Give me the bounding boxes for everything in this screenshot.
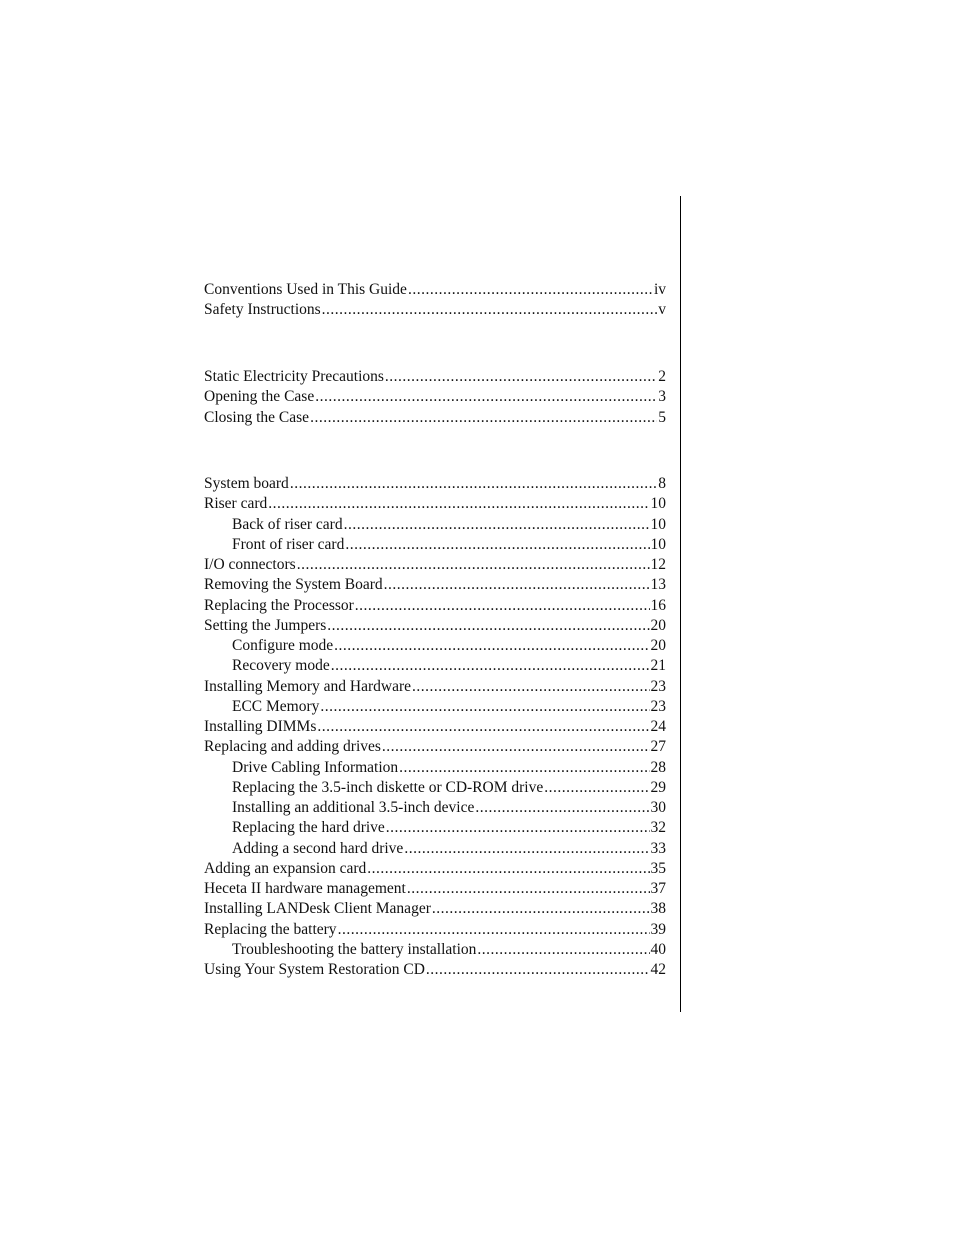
toc-page-number: 42 [650,961,666,978]
toc-entry-title: Using Your System Restoration CD [204,961,425,978]
toc-entry-title: Opening the Case [204,388,315,406]
toc-page-number: 40 [650,940,666,958]
dot-leader [344,515,650,535]
toc-page-number: 10 [650,495,666,513]
toc-entry-title: Configure mode [232,637,334,654]
toc-page-number: 10 [650,515,666,533]
dot-leader [338,920,650,940]
toc-entry-title: Installing an additional 3.5-inch device [232,799,475,816]
toc-entry-title: Replacing the Processor [204,596,354,614]
toc-page-number: 21 [650,657,666,675]
toc-page-number: v [658,301,666,319]
toc-entry-title: Adding an expansion card [204,859,367,877]
toc-entry-title: Troubleshooting the battery installation [232,940,477,958]
toc-entry-title: Riser card [204,495,268,513]
dot-leader [315,387,657,407]
toc-subentry[interactable] [232,697,666,717]
toc-entry[interactable] [204,737,666,757]
toc-entry[interactable] [204,408,666,428]
toc-page-number: 3 [658,388,666,406]
toc-entry-title: Replacing the 3.5-inch diskette or CD-ROM drive [232,778,544,796]
toc-page-number: 28 [650,758,666,776]
toc-entry-title: Replacing the battery [204,920,337,938]
dot-leader [322,300,658,320]
toc-entry-title: System board [204,475,289,492]
toc-subentry[interactable] [232,758,666,778]
toc-subentry[interactable] [232,778,666,798]
dot-leader [334,636,649,656]
toc-entry[interactable] [204,596,666,616]
toc-entry-title: Installing Memory and Hardware [204,677,412,695]
toc-entry[interactable] [204,387,666,407]
toc-entry[interactable] [204,859,666,879]
toc-page-number: 23 [650,677,666,695]
toc-entry[interactable] [204,960,666,980]
toc-entry-title: Conventions Used in This Guide [204,281,407,298]
toc-page-number: 20 [650,637,666,654]
toc-page-number: 8 [658,475,666,492]
toc-page-number: 37 [650,880,666,897]
toc-entry[interactable] [204,677,666,697]
dot-leader [268,494,649,514]
toc-page-number: 10 [650,535,666,553]
dot-leader [399,758,649,778]
toc-page-number: 16 [650,596,666,614]
toc-page-number: 38 [650,900,666,918]
toc-entry-title: Replacing the hard drive [232,819,385,837]
dot-leader [355,596,650,616]
toc-page-number: 20 [650,616,666,634]
dot-leader [385,367,657,387]
toc-page-number: 27 [650,738,666,756]
toc-page-number: 29 [650,778,666,796]
toc-entry-title: Recovery mode [232,657,330,675]
dot-leader [412,677,649,697]
toc-entry[interactable] [204,280,666,300]
toc-entry-title: Closing the Case [204,408,310,426]
toc-page-number: 39 [650,920,666,938]
toc-page-number: 23 [650,697,666,715]
dot-leader [297,555,650,575]
dot-leader [477,940,649,960]
toc-entry[interactable] [204,494,666,514]
toc-entry-title: Heceta II hardware management [204,880,406,897]
toc-page-number: iv [653,281,666,298]
toc-entry[interactable] [204,899,666,919]
toc-page-number: 5 [658,408,666,426]
toc-subentry[interactable] [232,636,666,656]
toc-entry[interactable] [204,575,666,595]
dot-leader [331,656,650,676]
dot-leader [386,818,650,838]
toc-subentry[interactable] [232,940,666,960]
toc-entry[interactable] [204,879,666,899]
dot-leader [408,280,653,300]
dot-leader [544,778,649,798]
toc-entry[interactable] [204,555,666,575]
dot-leader [290,474,657,494]
toc-entry[interactable] [204,300,666,320]
toc-page-number: 13 [650,576,666,594]
dot-leader [432,899,650,919]
toc-entry-title: Replacing and adding drives [204,738,381,756]
dot-leader [384,575,650,595]
toc-entry-title: Back of riser card [232,515,343,533]
toc-page-number: 12 [650,556,666,573]
dot-leader [317,717,649,737]
toc-entry-title: Drive Cabling Information [232,758,399,776]
toc-entry[interactable] [204,474,666,494]
dot-leader [327,616,649,636]
toc-entry-title: Removing the System Board [204,576,383,594]
dot-leader [310,408,657,428]
toc-entry-title: Static Electricity Precautions [204,368,384,385]
vertical-margin-rule [680,196,681,1012]
dot-leader [320,697,649,717]
toc-subentry[interactable] [232,656,666,676]
toc-entry-title: Adding a second hard drive [232,839,404,857]
toc-page-number: 24 [650,718,666,735]
toc-page-number: 33 [650,839,666,857]
dot-leader [345,535,649,555]
toc-entry-title: Installing LANDesk Client Manager [204,900,431,918]
toc-entry-title: Setting the Jumpers [204,616,327,634]
toc-page-number: 35 [650,859,666,877]
toc-subentry[interactable] [232,798,666,818]
dot-leader [426,960,650,980]
toc-page-number: 2 [658,368,666,385]
dot-leader [475,798,649,818]
toc-entry[interactable] [204,717,666,737]
toc-subentry[interactable] [232,818,666,838]
toc-subentry[interactable] [232,515,666,535]
dot-leader [382,737,650,757]
dot-leader [407,879,650,899]
toc-entry-title: Installing DIMMs [204,718,317,735]
toc-subentry[interactable] [232,839,666,859]
dot-leader [367,859,649,879]
toc-entry-title: Safety Instructions [204,301,321,319]
toc-entry[interactable] [204,367,666,387]
toc-subentry[interactable] [232,535,666,555]
toc-entry-title: I/O connectors [204,556,296,573]
toc-entry[interactable] [204,616,666,636]
toc-entry[interactable] [204,920,666,940]
toc-entry-title: Front of riser card [232,535,345,553]
toc-page-number: 30 [650,799,666,816]
toc-page-number: 32 [650,819,666,837]
dot-leader [404,839,649,859]
toc-entry-title: ECC Memory [232,697,320,715]
